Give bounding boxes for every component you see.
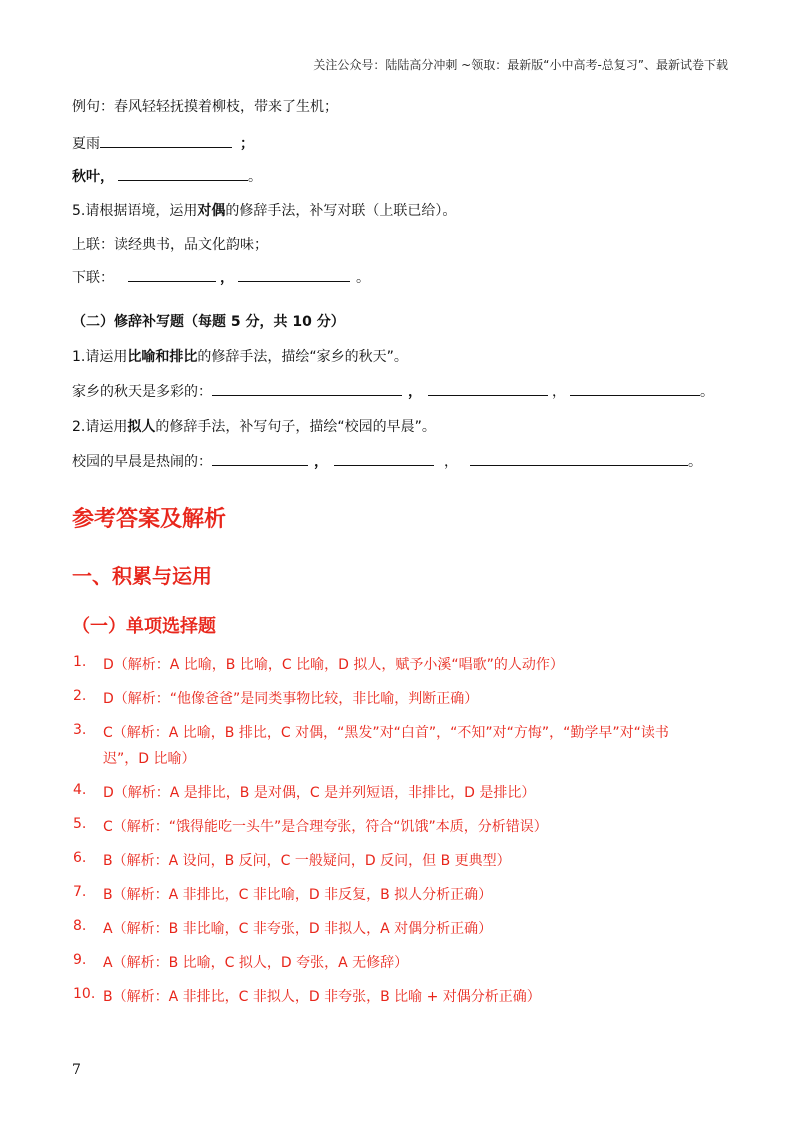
answer-text: C（解析：“饿得能吃一头牛”是合理夸张，符合“饥饿”本质，分析错误） [103,819,548,835]
answer-number: 6. [73,850,87,866]
answer-text: D（解析：A 是排比，B 是对偶，C 是并列短语，非排比，D 是排比） [103,785,536,801]
question-5 [72,200,456,220]
q2-keyword: 拟人 [127,419,156,435]
couplet-upper: 上联：读经典书，品文化韵味； [72,237,268,253]
couplet-lower-label: 下联： [72,270,114,286]
answer-text: D（解析：A 比喻，B 比喻，C 比喻，D 拟人，赋予小溪“唱歌”的人动作） [103,657,564,673]
answer-number: 4. [73,782,87,798]
q2-blank-2[interactable] [334,451,434,466]
answer-number: 9. [73,952,87,968]
section-2-title: （二）修辞补写题（每题 5 分，共 10 分） [72,314,345,330]
couplet-blank-2[interactable] [238,267,350,282]
answer-number: 7. [73,884,87,900]
answer-number: 3. [73,722,87,738]
q1-sep-2: ， [552,384,566,400]
answer-text: D（解析：“他像爸爸”是同类事物比较，非比喻，判断正确） [103,691,479,707]
q1-suffix: 的修辞手法，描绘“家乡的秋天”。 [197,349,408,365]
subsection-1-title: （一）单项选择题 [72,616,216,637]
answer-text: C（解析：A 比喻，B 排比，C 对偶，“黑发”对“白首”，“不知”对“方悔”，“勤学早”对“读书 [103,725,669,741]
q2-suffix: 的修辞手法，补写句子，描绘“校园的早晨”。 [155,419,436,435]
summer-end: ； [240,136,254,152]
answers-title: 参考答案及解析 [72,507,227,532]
q2-sep-1: ， [314,454,328,470]
q2-blank-1[interactable] [212,451,308,466]
q5-keyword: 对偶 [197,203,226,219]
q5-suffix: 的修辞手法，补写对联（上联已给）。 [225,203,457,219]
q2-line-label: 校园的早晨是热闹的： [72,454,212,470]
answer-number: 8. [73,918,87,934]
q2-answer-line [72,451,702,471]
couplet-blank-1[interactable] [128,267,216,282]
q1-answer-line [72,381,714,401]
q1-blank-3[interactable] [570,381,700,396]
answer-text: A（解析：B 比喻，C 拟人，D 夸张，A 无修辞） [103,955,409,971]
question-1 [72,346,408,366]
question-2 [72,416,436,436]
summer-line [72,133,254,153]
q1-blank-1[interactable] [212,381,402,396]
answer-number: 2. [73,688,87,704]
answer-text: A（解析：B 非比喻，C 非夸张，D 非拟人，A 对偶分析正确） [103,921,493,937]
q2-prefix: 2.请运用 [72,419,128,435]
answer-text: B（解析：A 设问，B 反问，C 一般疑问，D 反问，但 B 更典型） [103,853,511,869]
autumn-label: 秋叶， [72,169,114,185]
answer-text-continued: 迟”，D 比喻） [103,751,196,767]
autumn-line [72,166,262,186]
q1-sep-1: ， [408,384,422,400]
answer-text: B（解析：A 非排比，C 非比喻，D 非反复，B 拟人分析正确） [103,887,493,903]
summer-label: 夏雨 [72,136,100,152]
answer-text: B（解析：A 非排比，C 非拟人，D 非夸张，B 比喻 + 对偶分析正确） [103,989,541,1005]
couplet-comma: ， [220,270,234,286]
couplet-lower [72,267,370,287]
q1-line-label: 家乡的秋天是多彩的： [72,384,212,400]
q1-blank-2[interactable] [428,381,548,396]
example-sentence: 例句：春风轻轻抚摸着柳枝，带来了生机； [72,99,338,115]
answer-number: 1. [73,654,87,670]
q2-blank-3[interactable] [470,451,688,466]
q2-sep-2: ， [444,454,458,470]
page-number: 7 [72,1062,81,1078]
answer-number: 10. [73,986,96,1002]
q5-prefix: 5.请根据语境，运用 [72,203,198,219]
couplet-end: 。 [356,270,370,286]
q1-prefix: 1.请运用 [72,349,128,365]
q2-end: 。 [688,454,702,470]
summer-blank[interactable] [100,133,232,148]
q1-end: 。 [700,384,714,400]
autumn-end: 。 [248,169,262,185]
autumn-blank[interactable] [118,166,248,181]
q1-keyword: 比喻和排比 [127,349,198,365]
page-header: 关注公众号：陆陆高分冲刺 ~领取：最新版“小中高考-总复习”、最新试卷下载 [313,58,728,72]
answer-number: 5. [73,816,87,832]
part-1-title: 一、积累与运用 [72,564,212,588]
